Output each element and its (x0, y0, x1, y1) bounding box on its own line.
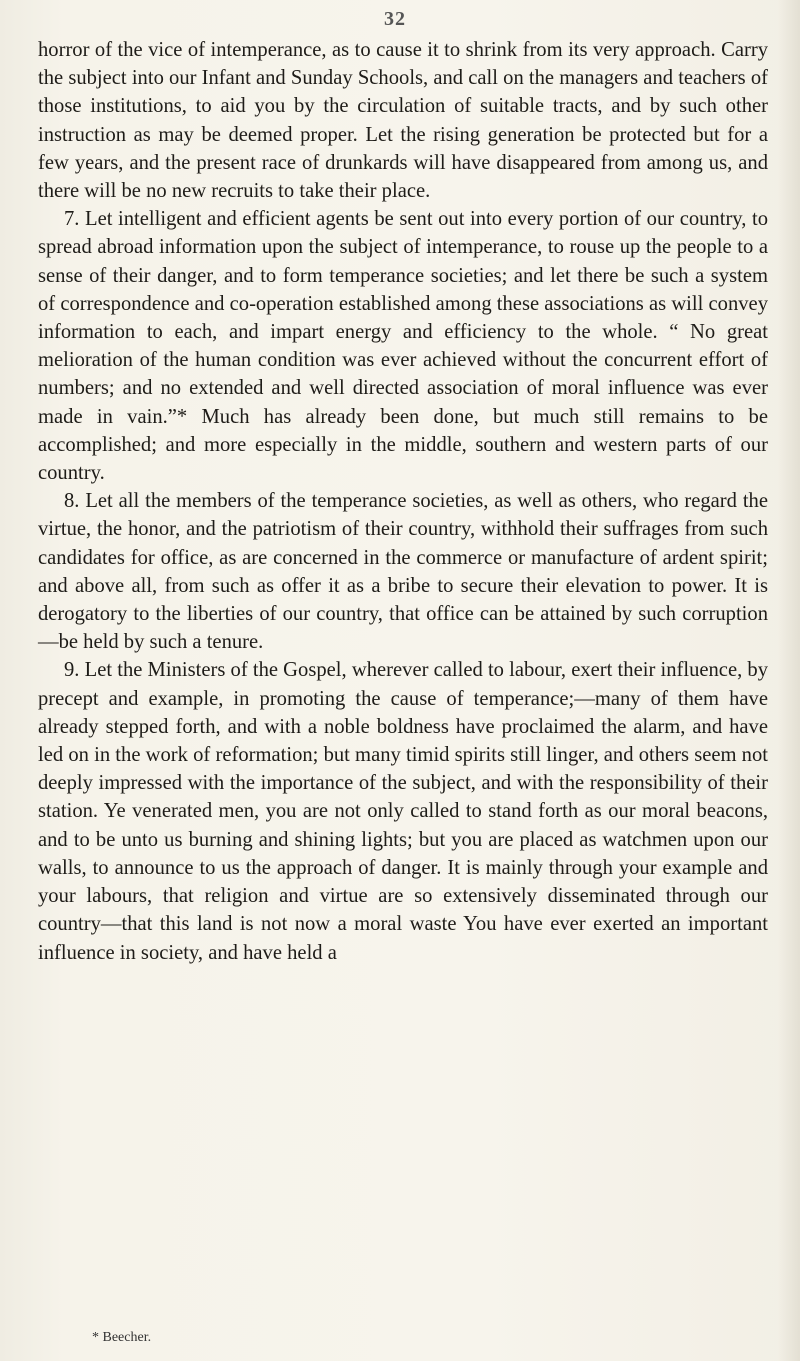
footnote: * Beecher. (92, 1330, 152, 1345)
page-edge-shadow (778, 0, 800, 1361)
paragraph-continuation: horror of the vice of intemperance, as to cause it to shrink from its very approach. Carry the subject into our Infant and Sunday Schools, and call on the managers and teachers of those institutions, to aid you by the circulation of suitable tracts, and by such other instruction as may be deemed proper. Let the rising generation be protected but for a few years, and the present race of drunkards will have disappeared from among us, and there will be no new recruits to take their place. (38, 39, 768, 203)
paragraph-9: 9. Let the Ministers of the Gospel, wherever called to labour, exert their influence, by precept and example, in promoting the cause of temperance;—many of them have already stepped forth, and with a noble boldness have proclaimed the alarm, and have led on in the work of reformation; but many timid spirits still linger, and others seem not deeply impressed with the importance of the subject, and with the responsibility of their station. Ye venerated men, you are not only called to stand forth as our moral beacons, and to be unto us burning and shining lights; but you are placed as watchmen upon our walls, to announce to us the approach of danger. It is mainly through your example and your labours, that religion and virtue are so extensively disseminated through our country—that this land is not now a moral waste You have ever exerted an important influence in society, and have held a (38, 659, 768, 964)
paragraph-8: 8. Let all the members of the temperance societies, as well as others, who regard the virtue, the honor, and the patriotism of their country, withhold their suffrages from such candidates for office, as are concerned in the commerce or manufacture of ardent spirit; and above all, from such as offer it as a bribe to secure their elevation to power. It is derogatory to the liberties of our country, that office can be attained by such corruption—be held by such a tenure. (38, 490, 768, 654)
paragraph-7: 7. Let intelligent and efficient agents be sent out into every portion of our country, to spread abroad information upon the subject of intemperance, to rouse up the people to a sense of their danger, and to form temperance societies; and let there be such a system of correspondence and co-operation established among these associations as will convey information to each, and impart energy and efficiency to the whole. “ No great melioration of the human condition was ever achieved without the concurrent effort of numbers; and no extended and well directed association of moral influence was ever made in vain.”* Much has already been done, but much still remains to be accomplished; and more especially in the middle, southern and western parts of our country. (38, 208, 768, 485)
body-text (38, 36, 768, 967)
page-number: 32 (384, 8, 406, 30)
